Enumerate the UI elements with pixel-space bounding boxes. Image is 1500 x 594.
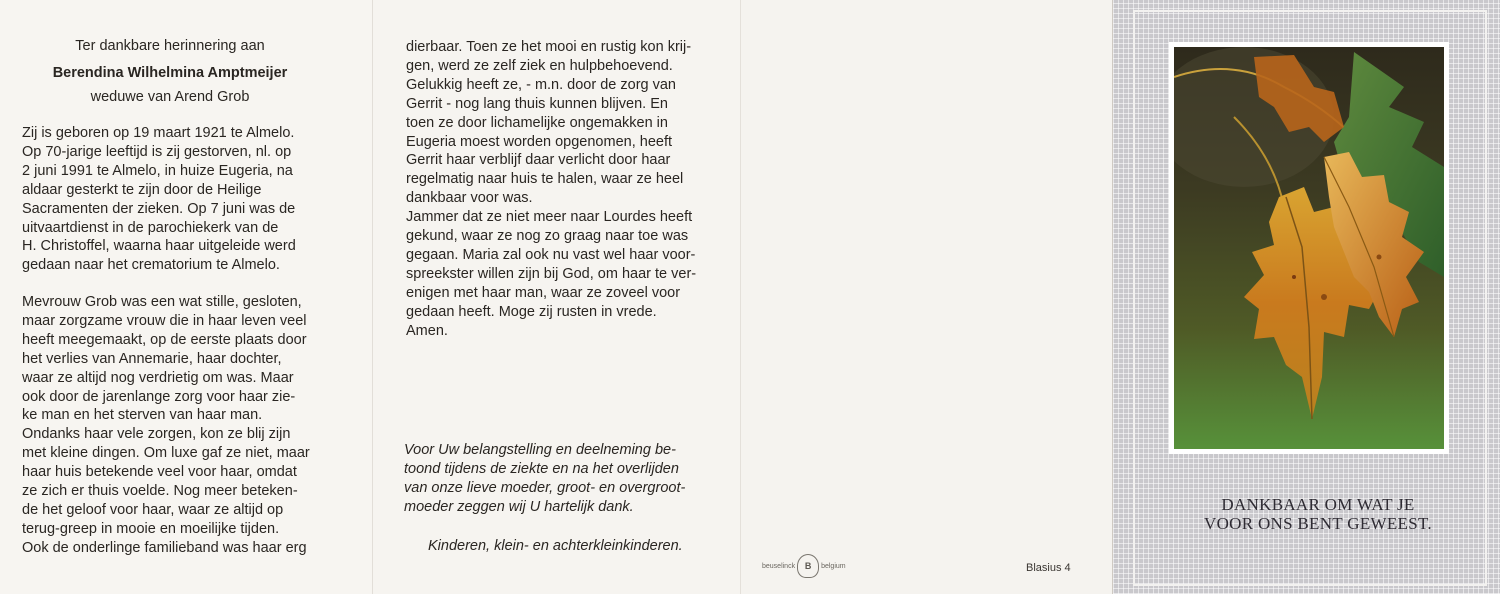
publisher-country: belgium xyxy=(821,562,846,570)
thanks-message: Voor Uw belangstelling en deelneming be- toond tijdens de ziekte en na het overlijden van onze lieve moeder, groot- en overgroot- moeder zeggen wij U hartelijk dank. xyxy=(404,442,686,515)
publisher-logo xyxy=(762,554,846,578)
biography-continued: dierbaar. Toen ze het mooi en rustig kon krij- gen, werd ze zelf ziek en hulpbehoevend. Gelukkig heeft ze, - m.n. door de zorg van Gerrit - nog lang thuis kunnen blijven. En toen ze door lichamelijke ongemakken in Eugeria moest worden opgenomen, heeft Gerrit haar verblijf daar verlicht door haar regelmatig naar huis te halen, waar ze heel dankbaar voor was. Jammer dat ze niet meer naar Lourdes heeft gekund, waar ze nog zo graag naar toe was gegaan. Maria zal ook nu vast wel haar voor- spreekster willen zijn bij God, om haar te ver- enigen met haar man, waar ze zoveel voor gedaan heeft. Moge zij rusten in vrede. Amen. xyxy=(406,39,697,339)
card-code: Blasius 4 xyxy=(1026,562,1071,574)
photo-border xyxy=(1169,42,1449,454)
cover-caption-line-1: DANKBAAR OM WAT JE xyxy=(1221,495,1415,514)
deceased-name: Berendina Wilhelmina Amptmeijer xyxy=(52,65,288,81)
inner-left-panel xyxy=(0,0,372,594)
publisher-mark-icon: B xyxy=(797,554,819,578)
cover-caption xyxy=(1173,495,1463,533)
publisher-name: beuselinck xyxy=(762,562,796,570)
intro-line: Ter dankbare herinnering aan xyxy=(75,38,265,54)
autumn-oak-leaves-photo xyxy=(1174,47,1444,449)
cover-caption-line-2: VOOR ONS BENT GEWEEST. xyxy=(1204,514,1432,533)
back-panel xyxy=(740,0,1112,594)
biography-paragraph-1: Zij is geboren op 19 maart 1921 te Almelo. Op 70-jarige leeftijd is zij gestorven, nl. op 2 juni 1991 te Almelo, in huize Eugeria, na aldaar gesterkt te zijn door de Heilige Sacramenten der zieken. Op 7 juni was de uitvaartdienst in de parochiekerk van de H. Christoffel, waarna haar uitgeleide werd gedaan naar het crematorium te Almelo. xyxy=(22,125,296,274)
biography-paragraph-2: Mevrouw Grob was een wat stille, gesloten, maar zorgzame vrouw die in haar leven veel heeft meegemaakt, op de eerste plaats door het verlies van Annemarie, haar dochter, waar ze altijd nog verdrietig om was. Maar ook door de jarenlange zorg voor haar zie- ke man en het sterven van haar man. Ondanks haar vele zorgen, kon ze blij zijn met kleine dingen. Om luxe gaf ze niet, maar haar huis betekende veel voor haar, omdat ze zich er thuis voelde. Nog meer beteken- de het geloof voor haar, waar ze altijd op terug-greep in mooie en moeilijke tijden. Ook de onderlinge familieband was haar erg xyxy=(22,294,310,556)
cover-panel xyxy=(1112,0,1500,594)
signature: Kinderen, klein- en achterkleinkinderen. xyxy=(428,538,683,554)
widow-line: weduwe van Arend Grob xyxy=(90,89,250,105)
